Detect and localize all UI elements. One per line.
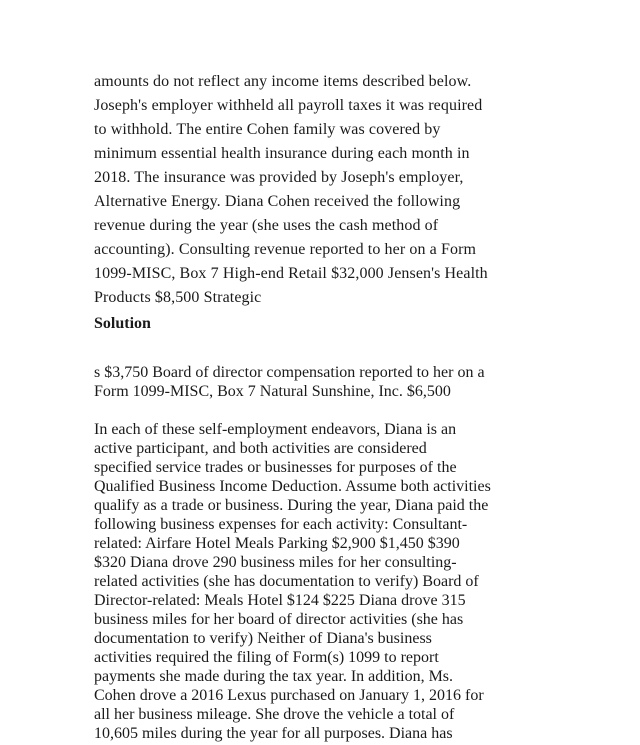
solution-heading: Solution	[94, 315, 151, 332]
document-body	[94, 70, 550, 743]
question-text: amounts do not reflect any income items described below. Joseph's employer withheld all payroll taxes it was required to withhold. The entire Cohen family was covered by minimum essential health insurance during each month in 2018. The insurance was provided by Joseph's employer, Alternative Energy. Diana Cohen received the following revenue during the year (she uses the cash method of accounting). Consulting revenue reported to her on a Form 1099-MISC, Box 7 High-end Retail $32,000 Jensen's Health Products $8,500 Strategic	[94, 73, 488, 306]
solution-paragraph-1: s $3,750 Board of director compensation reported to her on a Form 1099-MISC, Box 7 Natural Sunshine, Inc. $6,500	[94, 364, 485, 400]
solution-paragraph-2: In each of these self-employment endeavors, Diana is an active participant, and both activities are considered specified service trades or businesses for purposes of the Qualified Business Income Deduction. Assume both activities qualify as a trade or business. During the year, Diana paid the following business expenses for each activity: Consultant- related: Airfare Hotel Meals Parking $2,900 $1,450 $390 $320 Diana drove 290 business miles for her consulting- related activities (she has documentation to verify) Board of Director-related: Meals Hotel $124 $225 Diana drove 315 business miles for her board of director activities (she has documentation to verify) Neither of Diana's business activities required the filing of Form(s) 1099 to report payments she made during the tax year. In addition, Ms. Cohen drove a 2016 Lexus purchased on January 1, 2016 for all her business mileage. She drove the vehicle a total of 10,605 miles during the year for all purposes. Diana has	[94, 421, 491, 742]
